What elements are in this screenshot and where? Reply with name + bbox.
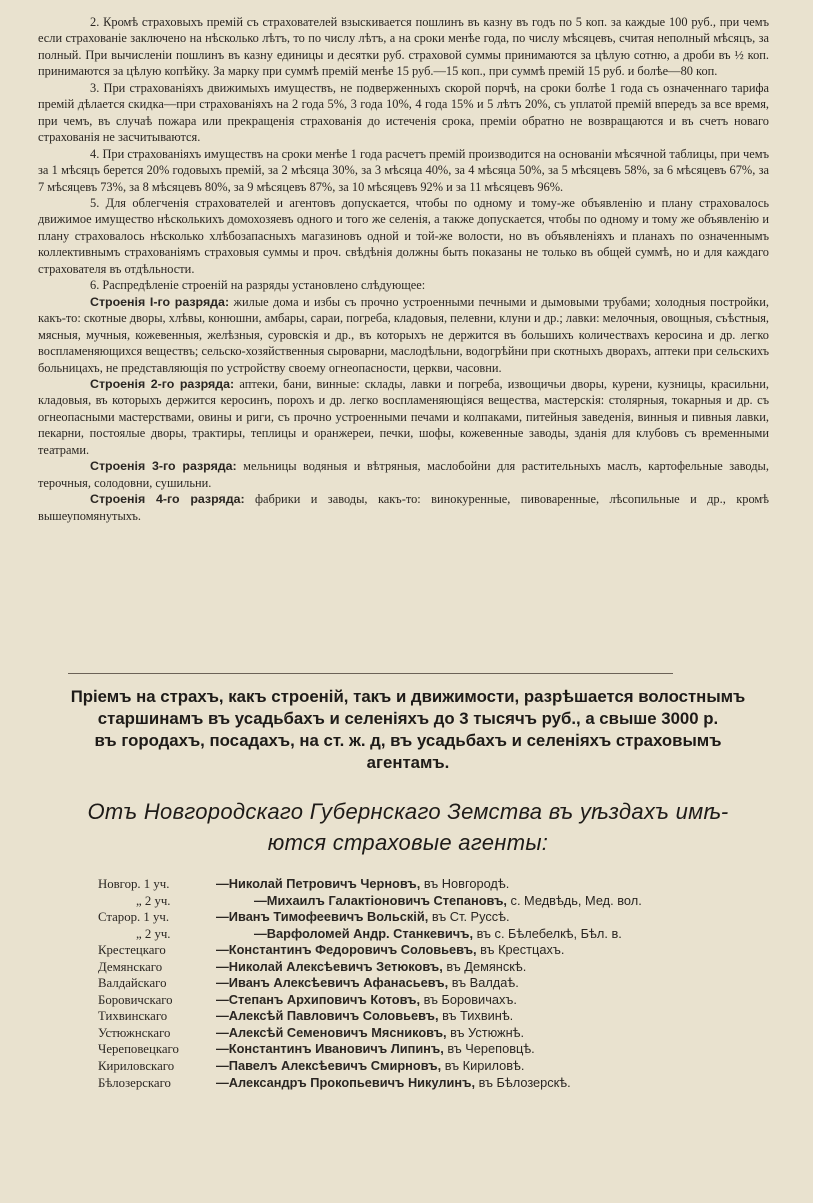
- agent-info: [216, 1025, 524, 1042]
- agent-row: [98, 893, 738, 910]
- announcement-line-1: Пріемъ на страхъ, какъ строеній, такъ и движимости, разрѣшается волостнымъ: [70, 687, 746, 706]
- class-1-label: Строенія I-го разряда:: [90, 294, 230, 309]
- agent-name: —Иванъ Тимофеевичъ Вольскій,: [216, 909, 429, 925]
- agent-place: въ Тихвинѣ.: [438, 1008, 514, 1024]
- agent-district: Тихвинскаго: [98, 1009, 168, 1024]
- agent-place: въ Ст. Руссѣ.: [428, 909, 510, 925]
- agent-info: [216, 909, 510, 926]
- class-1-text: жилые дома и избы съ прочно устроенными печными и дымовыми трубами; холодныя постройки, какъ-то: скотные дворы, хлѣвы, конюшни, амбары, сараи, погреба, кладовыя, пелевни, клуни и др.; лавки: мелочныя, овощныя, съѣстныя, мясныя, мучныя, кожевенныя, желѣзныя, суровскія и др., въ которыхъ не держится въ большихъ количествахъ керосина и др. легко воспламеняющихся веществъ; сельско-хозяйственныя сыроварни, маслодѣльни, водогрѣйни при скотныхъ дворахъ, аптеки при сельскихъ больницахъ, не представляющія по устройству своему огнеопасности, церкви, часовни.: [38, 294, 770, 375]
- heading-line-2: ются страховые агенты:: [267, 830, 549, 855]
- agent-place: въ Валдаѣ.: [448, 975, 519, 991]
- agent-info: [216, 876, 509, 893]
- agent-row: [98, 942, 738, 959]
- agent-row: [98, 959, 738, 976]
- heading-line-1: Отъ Новгородскаго Губернскаго Земства въ уѣздахъ имѣ-: [87, 799, 729, 824]
- class-2-text: аптеки, бани, винные: склады, лавки и погреба, извощичьи дворы, курени, кузницы, красильни, кладовыя, въ которыхъ держится керосинъ, порохъ и др. легко воспламеняющіяся вещества, мастерскія: столярныя, токарныя и др. съ огнеопасными мастерствами, овины и риги, съ прочно устроенными печами и колпаками, питейныя заведенія, винныя и пивныя лавки, пекарни, постоялые дворы, трактиры, теплицы и оранжереи, печки, шофы, кожевенные заводы, зданія для клубовъ съ временными театрами.: [38, 376, 769, 457]
- building-class-4: [38, 491, 769, 524]
- agent-district: Демянскаго: [98, 959, 163, 974]
- agent-row: [98, 992, 738, 1009]
- agent-place: въ Новгородѣ.: [420, 876, 510, 891]
- agent-info: [216, 1075, 571, 1092]
- agent-place: въ Бѣлозерскѣ.: [475, 1074, 571, 1090]
- announcement-line-3: въ городахъ, посадахъ, на ст. ж. д, въ усадьбахъ и селеніяхъ страховымъ: [94, 731, 722, 750]
- class-4-label: Строенія 4-го разряда:: [90, 492, 245, 507]
- section-divider: [68, 673, 673, 674]
- agent-name: —Константинъ Федоровичъ Соловьевъ,: [216, 942, 477, 958]
- class-4-text: фабрики и заводы, какъ-то: винокуренные, пивоваренные, лѣсопильные и др., кромѣ вышеупомянутыхъ.: [38, 492, 769, 523]
- rule-4: 4. При страхованіяхъ имуществъ на сроки менѣе 1 года расчетъ премій производится на основаніи мѣсячной таблицы, при чемъ за 1 мѣсяцъ берется 20% годовыхъ премій, за 2 мѣсяца 30%, за 3 мѣсяца 40%, за 4 мѣсяца 50%, за 5 мѣсяцевъ 58%, за 6 мѣсяцевъ 67%, за 7 мѣсяцевъ 73%, за 8 мѣсяцевъ 80%, за 9 мѣсяцевъ 87%, за 10 мѣсяцевъ 92% и за 11 мѣсяцевъ 96%.: [38, 146, 769, 194]
- agent-place: въ Кириловѣ.: [441, 1058, 525, 1074]
- announcement-line-4: агентамъ.: [366, 753, 450, 772]
- agent-name: —Алексѣй Семеновичъ Мясниковъ,: [216, 1024, 447, 1040]
- class-2-label: Строенія 2-го разряда:: [90, 376, 235, 391]
- agent-info: [254, 926, 622, 943]
- agent-district: Старор. 1 уч.: [98, 910, 170, 925]
- building-class-3: [38, 458, 769, 491]
- agent-info: [254, 893, 642, 910]
- class-3-text: мельницы водяныя и вѣтряныя, маслобойни для растительныхъ маслъ, картофельные заводы, терочныя, солодовни, сушильни.: [38, 459, 769, 490]
- building-class-2: [38, 376, 769, 458]
- agent-district: „ 2 уч.: [136, 926, 171, 941]
- agent-place: с. Медвѣдь, Мед. вол.: [506, 892, 642, 908]
- rule-2: 2. Кромѣ страховыхъ премій съ страхователей взыскивается пошлинъ въ казну въ годъ по 5 коп. за каждые 100 руб., при чемъ если страхованіе заключено на нѣсколько лѣтъ, то по числу лѣтъ, а на сроки менѣе года, по числу мѣсяцевъ, считая неполный мѣсяцъ, за полный. При вычисленіи пошлинъ въ казну единицы и десятки руб. страховой суммы принимаются за цѣлую сотню, а дроби въ ½ коп. принимаются за цѣлую копѣйку. За марку при суммѣ премій менѣе 15 руб.—15 коп., при суммѣ премій 15 руб. и болѣе—80 коп.: [38, 15, 769, 79]
- agent-name: —Николай Алексѣевичъ Зетюковъ,: [216, 958, 443, 974]
- agent-district: Череповецкаго: [98, 1042, 179, 1057]
- agent-row: [98, 1058, 738, 1075]
- agent-place: въ Боровичахъ.: [420, 991, 517, 1007]
- rule-3: 3. При страхованіяхъ движимыхъ имуществъ, не подверженныхъ скорой порчѣ, на сроки болѣе 1 года съ означеннаго тарифа премій дѣлается скидка—при страхованіяхъ на 2 года 5%, 3 года 10%, 4 года 15% и 5 лѣтъ 20%, съ уплатой премій впередъ за все время, при чемъ, въ случаѣ пожара или прекращенія страхованія до истеченія срока, преміи обратно не возвращаются и въ счетъ новаго страхованія не засчитываются.: [38, 80, 769, 145]
- agent-row: [98, 926, 738, 943]
- agent-name: —Николай Петровичъ Черновъ,: [216, 876, 421, 891]
- agent-name: —Павелъ Алексѣевичъ Смирновъ,: [216, 1058, 442, 1074]
- agent-district: Кириловскаго: [98, 1059, 175, 1074]
- class-3-label: Строенія 3-го разряда:: [90, 459, 237, 474]
- agent-row: [98, 1025, 738, 1042]
- agent-district: Крестецкаго: [98, 943, 166, 958]
- agent-name: —Степанъ Архиповичъ Котовъ,: [216, 991, 421, 1007]
- agents-list: [98, 876, 738, 1091]
- agent-place: въ Демянскѣ.: [442, 958, 527, 974]
- agent-district: Валдайскаго: [98, 976, 167, 991]
- tariff-rules: [38, 14, 769, 524]
- agent-place: въ Устюжнѣ.: [446, 1024, 525, 1040]
- rule-6: 6. Распредѣленіе строеній на разряды установлено слѣдующее:: [90, 278, 426, 293]
- building-class-1: [38, 294, 769, 376]
- agent-row: [98, 876, 738, 893]
- agent-district: Новгор. 1 уч.: [98, 877, 170, 891]
- agent-name: —Михаилъ Галактіоновичъ Степановъ,: [254, 892, 507, 908]
- agent-name: —Константинъ Ивановичъ Липинъ,: [216, 1041, 444, 1057]
- agent-info: [216, 1008, 513, 1025]
- agent-district: Боровичскаго: [98, 992, 173, 1007]
- agent-info: [216, 1041, 535, 1058]
- agent-district: „ 2 уч.: [136, 893, 171, 908]
- agent-name: —Иванъ Алексѣевичъ Афанасьевъ,: [216, 975, 449, 991]
- agent-row: [98, 975, 738, 992]
- agent-info: [216, 942, 564, 959]
- agents-heading: [28, 796, 788, 858]
- agent-name: —Алексѣй Павловичъ Соловьевъ,: [216, 1008, 439, 1024]
- agent-place: въ Крестцахъ.: [476, 942, 565, 958]
- agent-info: [216, 975, 519, 992]
- agent-row: [98, 1075, 738, 1092]
- agent-row: [98, 1008, 738, 1025]
- agent-district: Бѣлозерскаго: [98, 1075, 171, 1090]
- agent-info: [216, 992, 517, 1009]
- acceptance-announcement: [38, 686, 778, 774]
- agent-info: [216, 1058, 524, 1075]
- agent-place: въ Череповцѣ.: [443, 1041, 535, 1057]
- agent-row: [98, 1041, 738, 1058]
- announcement-line-2: старшинамъ въ усадьбахъ и селеніяхъ до 3 тысячъ руб., а свыше 3000 р.: [97, 709, 719, 728]
- agent-name: —Александръ Прокопьевичъ Никулинъ,: [216, 1074, 476, 1090]
- rule-5: 5. Для облегченія страхователей и агентовъ допускается, чтобы по одному и тому-же объявленію и плану страховалось движимое имущество нѣсколькихъ домохозяевъ одного и того же селенія, а также допускается, чтобы по одному и тому же объявленію и плану страховалось нѣсколько хлѣбозапасныхъ магазиновъ одной и той-же волости, но въ объявленіяхъ и планахъ по означеннымъ коллективнымъ страхованіямъ страховыя суммы и проч. свѣдѣнія должны быть показаны не только въ общей суммѣ, но и для каждаго страхователя въ отдѣльности.: [38, 195, 769, 276]
- agent-district: Устюжнскаго: [98, 1025, 171, 1040]
- agent-info: [216, 959, 526, 976]
- agent-place: въ с. Бѣлебелкѣ, Бѣл. в.: [473, 925, 622, 941]
- agent-row: [98, 909, 738, 926]
- agent-name: —Варфоломей Андр. Станкевичъ,: [254, 925, 474, 941]
